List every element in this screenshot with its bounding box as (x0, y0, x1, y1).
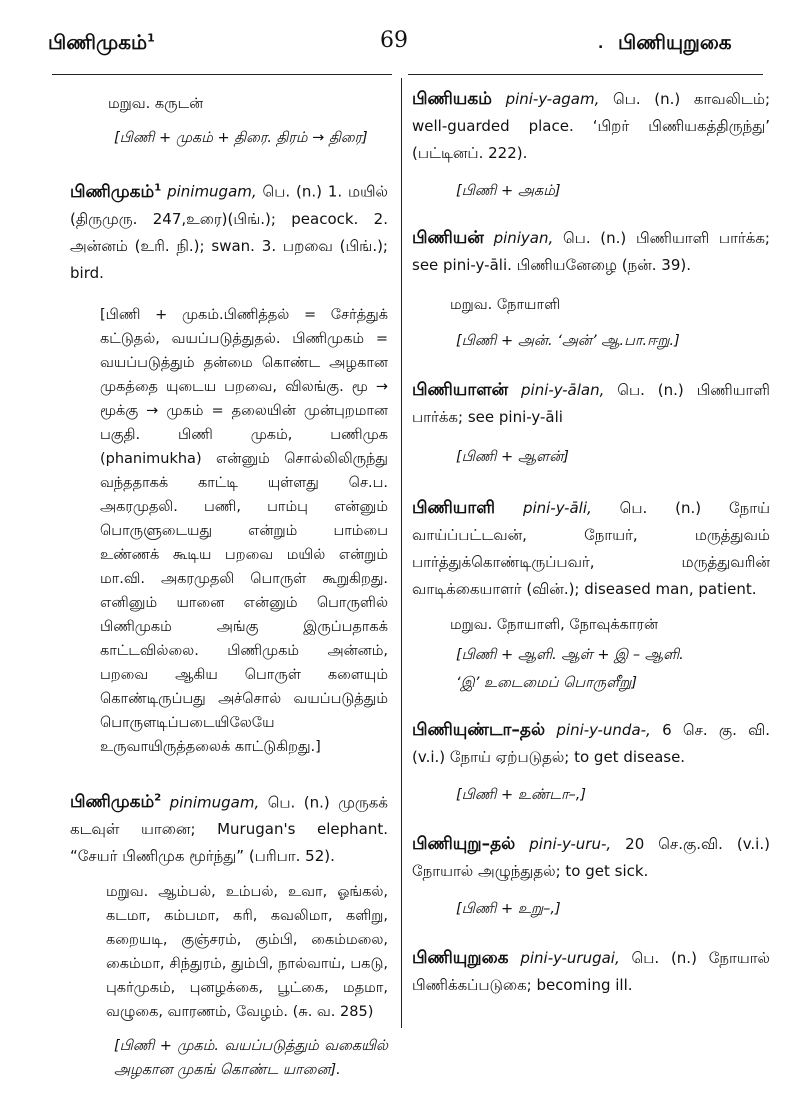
dictionary-entry (412, 945, 770, 999)
etymology-note: [பிணி + முகம். வயப்படுத்தும் வகையில் அழகான முகங் கொண்ட யானை]. (114, 1038, 388, 1079)
left-column (70, 82, 388, 1082)
etymology-note: [பிணி + அகம்] (456, 183, 561, 199)
headword: பிணியுறு–தல் (412, 834, 516, 854)
synonym-line: மறுவ. கருடன் (108, 96, 204, 112)
synonym-list: மறுவ. ஆம்பல், உம்பல், உவா, ஓங்கல், கடமா, கம்பமா, கரி, கவலிமா, களிறு, கறையடி, குஞ்சரம், கும்பி, கைம்மலை, கைம்மா, சிந்துரம், தும்பி, நால்வாய், பகடு, புகர்முகம், புனழக்கை, பூட்கை, மதமா, வழுகை, வாரணம், வேழம். (சு. வ. 285) (106, 884, 388, 1021)
definition: பெ. (n.) பிணியாளி பார்க்க; see pini-y-āli. பிணியனேழை (நன். 39). (412, 229, 770, 274)
definition: 20 செ.கு.வி. (v.i.) நோயால் அழுந்துதல்; to get sick. (412, 835, 770, 880)
etymology-note: [பிணி + முகம் + திரை. திரம் → திரை] (114, 130, 368, 146)
synonym-line: மறுவ. நோயாளி, நோவுக்காரன் (450, 617, 659, 633)
header-dot: . (598, 36, 604, 52)
header-rule-right (408, 74, 763, 75)
definition: பெ. (n.) பிணியாளி பார்க்க; see pini-y-āli (412, 381, 770, 426)
dictionary-entry (412, 495, 770, 603)
definition: பெ. (n.) நோய் வாய்ப்பட்டவன், நோயர், மருத்துவம் பார்த்துக்கொண்டிருப்பவர், மருத்துவரின் வாடிக்கையாளர் (வின்.); diseased man, patient. (412, 499, 770, 598)
etymology-note: [பிணி + முகம்.பிணித்தல் = சேர்த்துக் கட்டுதல், வயப்படுத்துதல். பிணிமுகம் = வயப்படுத்தும் தன்மை கொண்ட அழகான முகத்தை யுடைய பறவை, விலங்கு. மூ → மூக்கு → முகம் = தலையின் முன்புறமான பகுதி. பிணி முகம், பணிமுக (phanimukha) என்னும் சொல்லிலிருந்து வந்ததாகக் காட்டி யுள்ளது செ.ப. அகரமுதலி. பணி, பாம்பு என்னும் பொருளுடையது என்றும் பாம்பை உண்ணக் கூடிய பறவை மயில் என்றும் மா.வி. அகரமுதலி பொருள் கூறுகிறது. எனினும் யானை என்னும் பொருளில் பிணிமுகம் அங்கு இருப்பதாகக் காட்டவில்லை. பிணிமுகம் அன்னம், பறவை ஆகிய பொருள் களையும் கொண்டிருப்பது அச்சொல் வயப்படுத்தும் பொருளடிப்படையிலேயே உருவாயிருத்தலைக் காட்டுகிறது.] (100, 306, 388, 755)
transliteration: pini-y-āli, (522, 499, 592, 517)
headword: பிணியுண்டா–தல் (412, 720, 546, 740)
page-header (0, 0, 800, 70)
synonym-line: மறுவ. நோயாளி (450, 297, 561, 313)
guide-word-right: பிணியுறுகை (618, 30, 732, 54)
definition: பெ. (n.) 1. மயில் (திருமுரு. 247,உரை)(பிங்.); peacock. 2. அன்னம் (உரி. நி.); swan. 3. பறவை (பிங்.); bird. (70, 182, 388, 282)
transliteration: pini-y-uru-, (529, 835, 612, 853)
dictionary-entry (412, 831, 770, 885)
column-divider (401, 78, 402, 1028)
etymology-note: [பிணி + ஆளன்] (456, 449, 569, 465)
headword: பிணிமுகம்$^2$ (70, 792, 162, 813)
dictionary-entry (70, 785, 388, 871)
definition: பெ. (n.) நோயால் பிணிக்கப்படுகை; becoming ill. (412, 949, 770, 994)
transliteration: pinimugam, (167, 182, 257, 201)
etymology-note: ‘இ’ உடைமைப் பொருளீறு] (456, 675, 638, 691)
right-column (412, 82, 770, 999)
dictionary-entry (412, 717, 770, 771)
page-number: 69 (380, 28, 408, 53)
transliteration: piniyan, (493, 229, 554, 247)
etymology-note: [பிணி + உறு–,] (456, 901, 561, 917)
guide-word-left: பிணிமுகம்$^1$ (48, 30, 155, 54)
transliteration: pini-y-unda-, (556, 721, 651, 739)
definition: பெ. (n.) முருகக் கடவுள் யானை; Murugan's elephant. “சேயர் பிணிமுக மூர்ந்து” (பரிபா. 52). (70, 793, 388, 866)
dictionary-entry (412, 225, 770, 279)
header-rule-left (52, 74, 392, 75)
definition: பெ. (n.) காவலிடம்; well-guarded place. ‘பிறர் பிணியகத்திருந்து’ (பட்டினப். 222). (412, 90, 770, 162)
etymology-note: [பிணி + அன். ‘அன்’ ஆ.பா.ஈறு.] (456, 333, 680, 349)
headword: பிணியகம் (412, 89, 492, 109)
dictionary-entry (412, 377, 770, 431)
transliteration: pini-y-agam, (505, 90, 600, 108)
dictionary-entry (70, 174, 388, 287)
dictionary-entry (412, 86, 770, 167)
headword: பிணியுறுகை (412, 948, 509, 968)
headword: பிணிமுகம்$^1$ (70, 181, 162, 202)
headword: பிணியாளன் (412, 380, 509, 400)
headword: பிணியன் (412, 228, 484, 248)
transliteration: pini-y-ālan, (521, 381, 605, 399)
etymology-note: [பிணி + உண்டா–,] (456, 787, 587, 803)
transliteration: pinimugam, (169, 793, 260, 812)
etymology-note: [பிணி + ஆளி. ஆள் + இ – ஆளி. (456, 647, 684, 663)
headword: பிணியாளி (412, 498, 496, 518)
transliteration: pini-y-urugai, (520, 949, 620, 967)
definition: 6 செ. கு. வி. (v.i.) நோய் ஏற்படுதல்; to get disease. (412, 721, 770, 766)
